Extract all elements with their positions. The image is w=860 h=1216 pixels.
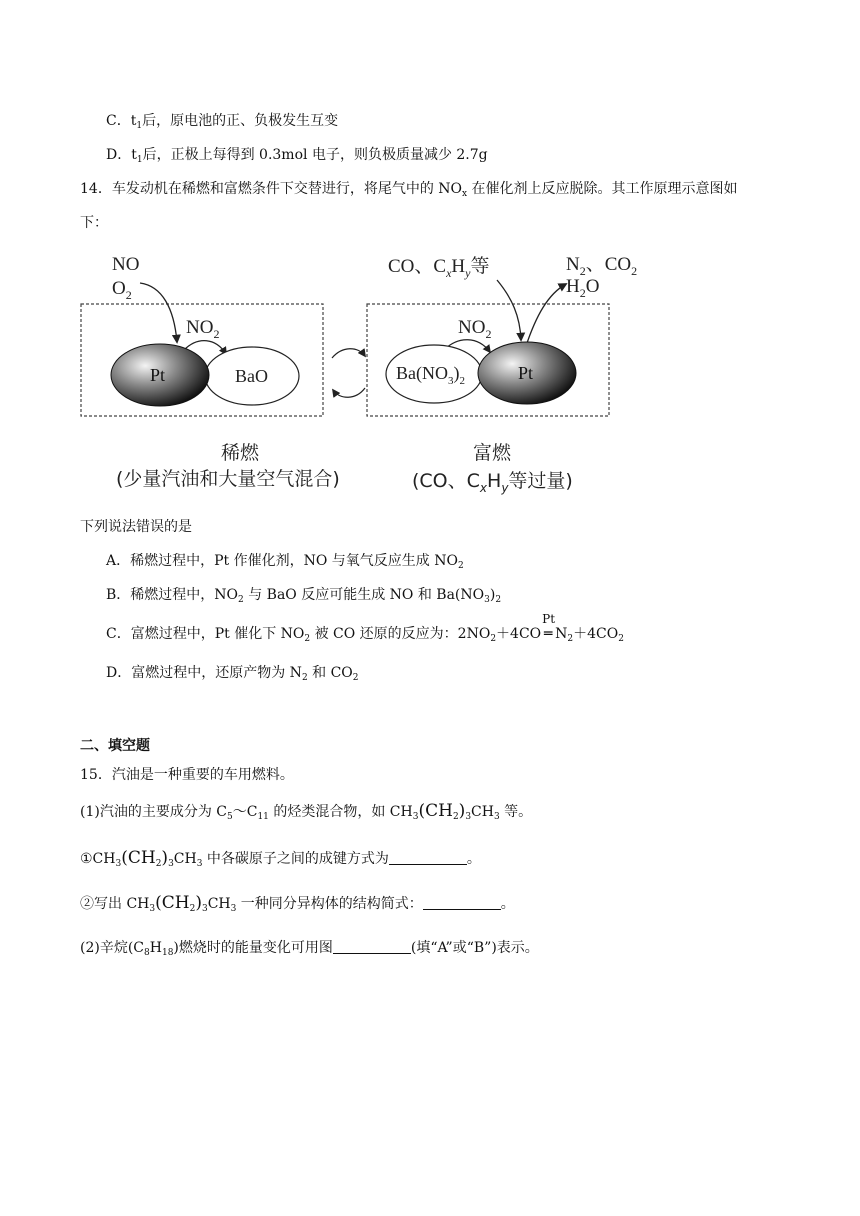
- q13-option-c: C．$t_1$后，原电池的正、负极发生互变: [106, 113, 339, 131]
- nox-storage-diagram: [80, 250, 660, 500]
- arrow-in-left: [140, 283, 177, 342]
- answer-blank-1[interactable]: [389, 850, 467, 865]
- label-bao: BaO: [235, 366, 268, 386]
- label-no2-right: $NO_2$: [458, 317, 492, 341]
- cycle-arrow-bottom: [333, 388, 365, 397]
- section-heading: 二、填空题: [80, 738, 150, 754]
- label-o2: $O_2$: [112, 278, 132, 302]
- label-co-cxhy: CO、$C_xH_y$等: [388, 255, 490, 280]
- q14-option-a: A．稀燃过程中，Pt 作催化剂，NO 与氧气反应生成 $NO_2$: [106, 553, 464, 571]
- arrow-out-right: [526, 284, 566, 346]
- q15-part2: (2)辛烷$(C_8H_{18})$燃烧时的能量变化可用图 (填“A”或“B”)表示。: [80, 940, 539, 958]
- answer-blank-3[interactable]: [333, 939, 411, 954]
- rich-title: 富燃: [473, 442, 512, 464]
- q15-stem: 15．汽油是一种重要的车用燃料。: [80, 767, 294, 783]
- label-no: NO: [112, 254, 140, 275]
- lean-title: 稀燃: [221, 442, 260, 464]
- q14-option-b: B．稀燃过程中，$NO_2$ 与 BaO 反应可能生成 NO 和 $Ba(NO_3)_2$: [106, 587, 502, 605]
- q15-part1: (1)汽油的主要成分为 $C_5\sim C_{11}$ 的烃类混合物，如 $CH_3(CH_2)_3CH_3$ 等。: [80, 801, 533, 822]
- label-h2o: $H_2O$: [566, 276, 600, 300]
- q15-sub2: ②写出 $CH_3(CH_2)_3CH_3$ 一种同分异构体的结构简式： 。: [80, 893, 515, 914]
- q14-ask: 下列说法错误的是: [80, 519, 192, 535]
- q14-stem: 14．车发动机在稀燃和富燃条件下交替进行，将尾气中的 $NO_x$ 在催化剂上反应脱除。其工作原理示意图如: [80, 181, 738, 199]
- q14-option-c: C．富燃过程中，Pt 催化下 $NO_2$ 被 CO 还原的反应为：$2NO_2+4CO$ Pt ═ $N_2+4CO_2$: [106, 612, 624, 644]
- answer-blank-2[interactable]: [423, 895, 501, 910]
- lean-subtitle: (少量汽油和大量空气混合): [116, 468, 340, 490]
- q15-sub1: $①CH_3(CH_2)_3CH_3$ 中各碳原子之间的成键方式为 。: [80, 848, 481, 869]
- cycle-arrow-top: [332, 349, 365, 358]
- rich-subtitle: (CO、$C_xH_y$等过量): [412, 470, 573, 495]
- label-bano3: $Ba(NO_3)_2$: [396, 363, 465, 387]
- label-no2-left: $NO_2$: [186, 317, 220, 341]
- label-n2-co2: $N_2$、$CO_2$: [566, 254, 638, 278]
- q14-option-d: D．富燃过程中，还原产物为 $N_2$ 和 $CO_2$: [106, 665, 359, 683]
- q13-option-d: D．$t_1$后，正极上每得到 0.3mol 电子，则负极质量减少 2.7g: [106, 147, 488, 165]
- arrow-in-right: [497, 280, 521, 340]
- q14-stem-cont: 下：: [80, 215, 108, 231]
- catalyst-equals: Pt ═: [542, 612, 556, 642]
- label-pt-right: Pt: [518, 363, 534, 383]
- label-pt-left: Pt: [150, 365, 166, 385]
